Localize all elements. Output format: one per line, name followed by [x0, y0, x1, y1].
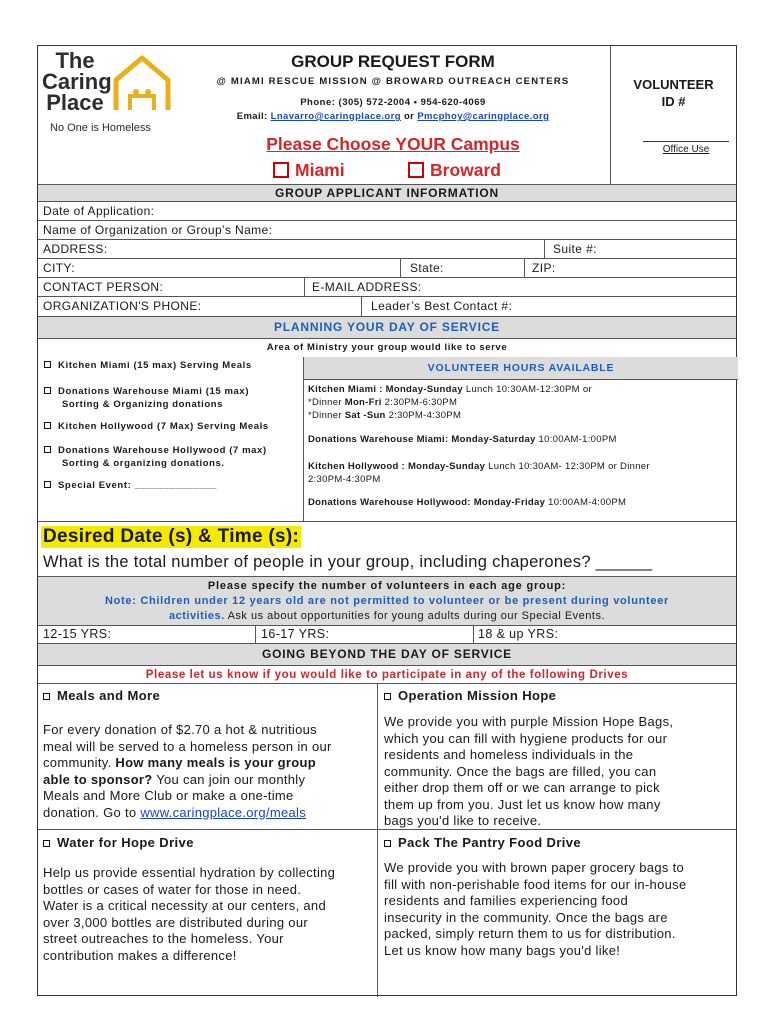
volunteer-hours-panel — [303, 357, 738, 521]
water-description: Help us provide essential hydration by collecting bottles or cases of water for those in need. Water is a critical necessity at our centers, and over 3,000 bottles are distributed during our street outreaches to the homeless. Your contribution makes a difference! — [43, 865, 336, 963]
total-people-question[interactable]: What is the total number of people in your group, including chaperones? ______ — [43, 553, 653, 571]
form-title: GROUP REQUEST FORM — [291, 52, 495, 71]
campus-broward-checkbox[interactable] — [408, 162, 424, 178]
org-name-row[interactable]: Name of Organization or Group’s Name: — [38, 221, 736, 240]
volunteer-id-label: VOLUNTEER ID # — [633, 77, 714, 109]
office-use-label: Office Use — [662, 144, 710, 155]
campus-miami-option[interactable]: Miami — [273, 160, 345, 181]
applicant-info-heading: GROUP APPLICANT INFORMATION — [38, 184, 736, 202]
planning-heading: PLANNING YOUR DAY OF SERVICE — [38, 317, 736, 339]
hours-heading: VOLUNTEER HOURS AVAILABLE — [304, 357, 738, 380]
meals-description: For every donation of $2.70 a hot & nutritious meal will be served to a homeless person in our community. How many meals is your group able to sponsor? You can join our monthly Meals and More Club or make a one-time donation. Go to www.caringplace.org/meals — [43, 722, 332, 820]
logo-tagline: No One is Homeless — [50, 122, 151, 134]
city-row[interactable]: CITY: State: ZIP: — [38, 259, 736, 278]
volunteer-id-field[interactable] — [643, 141, 729, 142]
hours-warehouse-miami: Donations Warehouse Miami: Monday-Saturday 10:00AM-1:00PM — [308, 434, 617, 445]
campus-broward-option[interactable]: Broward — [408, 160, 501, 181]
option-warehouse-miami[interactable]: Donations Warehouse Miami (15 max) Sorting & Organizing donations — [44, 385, 249, 411]
hours-kitchen-miami: Kitchen Miami : Monday-Sunday Lunch 10:30AM-12:30PM or *Dinner Mon-Fri 2:30PM-6:30PM *Dinner Sat -Sun 2:30PM-4:30PM — [308, 384, 592, 421]
option-kitchen-hollywood[interactable]: Kitchen Hollywood (7 Max) Serving Meals — [44, 421, 269, 432]
age-group-band — [38, 576, 736, 626]
desired-date-label: Desired Date (s) & Time (s): — [43, 526, 300, 547]
hours-kitchen-hollywood: Kitchen Hollywood : Monday-Sunday Lunch 10:30AM- 12:30PM or Dinner 2:30PM-4:30PM — [308, 461, 650, 485]
email-link-mcphoy[interactable]: Pmcphoy@caringplace.org — [417, 111, 550, 122]
drive-water-for-hope[interactable]: Water for Hope Drive — [43, 835, 194, 850]
drives-grid — [38, 684, 736, 997]
age-16-17: 16-17 YRS: — [261, 627, 330, 641]
email-line: Email: Lnavarro@caringplace.org or Pmcphoy@caringplace.org — [236, 111, 550, 122]
option-special-event[interactable]: Special Event: ______________ — [44, 480, 217, 491]
choose-campus-label: Please Choose YOUR Campus — [266, 134, 520, 154]
hours-warehouse-hollywood: Donations Warehouse Hollywood: Monday-Friday 10:00AM-4:00PM — [308, 497, 627, 508]
age-18-up: 18 & up YRS: — [478, 627, 559, 641]
volunteer-id-box — [610, 46, 736, 184]
option-warehouse-hollywood[interactable]: Donations Warehouse Hollywood (7 max) Sorting & organizing donations. — [44, 444, 267, 470]
group-request-form — [37, 45, 737, 996]
checkbox[interactable] — [384, 840, 391, 847]
age-specify-text: Please specify the number of volunteers in each age group: — [207, 580, 567, 592]
campus-miami-checkbox[interactable] — [273, 162, 289, 178]
checkbox[interactable] — [44, 422, 51, 429]
contact-row[interactable]: CONTACT PERSON: E-MAIL ADDRESS: — [38, 278, 736, 297]
option-kitchen-miami[interactable]: Kitchen Miami (15 max) Serving Meals — [44, 360, 252, 371]
org-phone-row[interactable]: ORGANIZATION'S PHONE: Leader’s Best Contact #: — [38, 297, 736, 317]
drive-meals[interactable]: Meals and More — [43, 688, 160, 703]
checkbox[interactable] — [44, 387, 51, 394]
desired-date-row[interactable] — [38, 521, 736, 552]
age-12-15: 12-15 YRS: — [43, 627, 112, 641]
meals-link[interactable]: www.caringplace.org/meals — [140, 804, 307, 820]
email-link-navarro[interactable]: Lnavarro@caringplace.org — [270, 111, 401, 122]
form-subtitle: @ MIAMI RESCUE MISSION @ BROWARD OUTREACH CENTERS — [216, 76, 570, 87]
phone-line: Phone: (305) 572-2004 • 954-620-4069 — [300, 97, 486, 108]
age-note-line1: Note: Children under 12 years old are not permitted to volunteer or be present during volunteer — [104, 595, 670, 607]
house-icon — [110, 54, 174, 114]
logo-text: The Caring Place — [42, 48, 112, 115]
pantry-description: We provide you with brown paper grocery bags to fill with non-perishable food items for our in-house residents and families experiencing food insecurity in the community. Once the bags are packed, simply return them to us for distribution. Let us know how many bags you'd like! — [384, 860, 687, 958]
age-group-row[interactable] — [38, 626, 736, 644]
beyond-subheading: Please let us know if you would like to participate in any of the following Drives — [38, 666, 736, 684]
checkbox[interactable] — [384, 693, 391, 700]
omh-description: We provide you with purple Mission Hope Bags, which you can fill with hygiene products for our residents and homeless individuals in the community. Once the bags are filled, you can either drop them off or we can arrange to pick them up from you. Just let us know how many bags you'd like to receive. — [384, 714, 674, 828]
age-note-line2: activities. Ask us about opportunities for young adults during our Special Events. — [168, 610, 606, 622]
drive-operation-mission-hope[interactable]: Operation Mission Hope — [384, 688, 556, 703]
checkbox[interactable] — [43, 840, 50, 847]
address-row[interactable]: ADDRESS: Suite #: — [38, 240, 736, 259]
beyond-heading: GOING BEYOND THE DAY OF SERVICE — [38, 644, 736, 666]
checkbox[interactable] — [44, 361, 51, 368]
date-of-application-row[interactable]: Date of Application: — [38, 202, 736, 221]
checkbox[interactable] — [44, 481, 51, 488]
checkbox[interactable] — [44, 446, 51, 453]
drive-pack-the-pantry[interactable]: Pack The Pantry Food Drive — [384, 835, 581, 850]
area-of-ministry-heading: Area of Ministry your group would like to serve — [266, 342, 508, 353]
caring-place-logo — [38, 50, 183, 136]
checkbox[interactable] — [43, 693, 50, 700]
